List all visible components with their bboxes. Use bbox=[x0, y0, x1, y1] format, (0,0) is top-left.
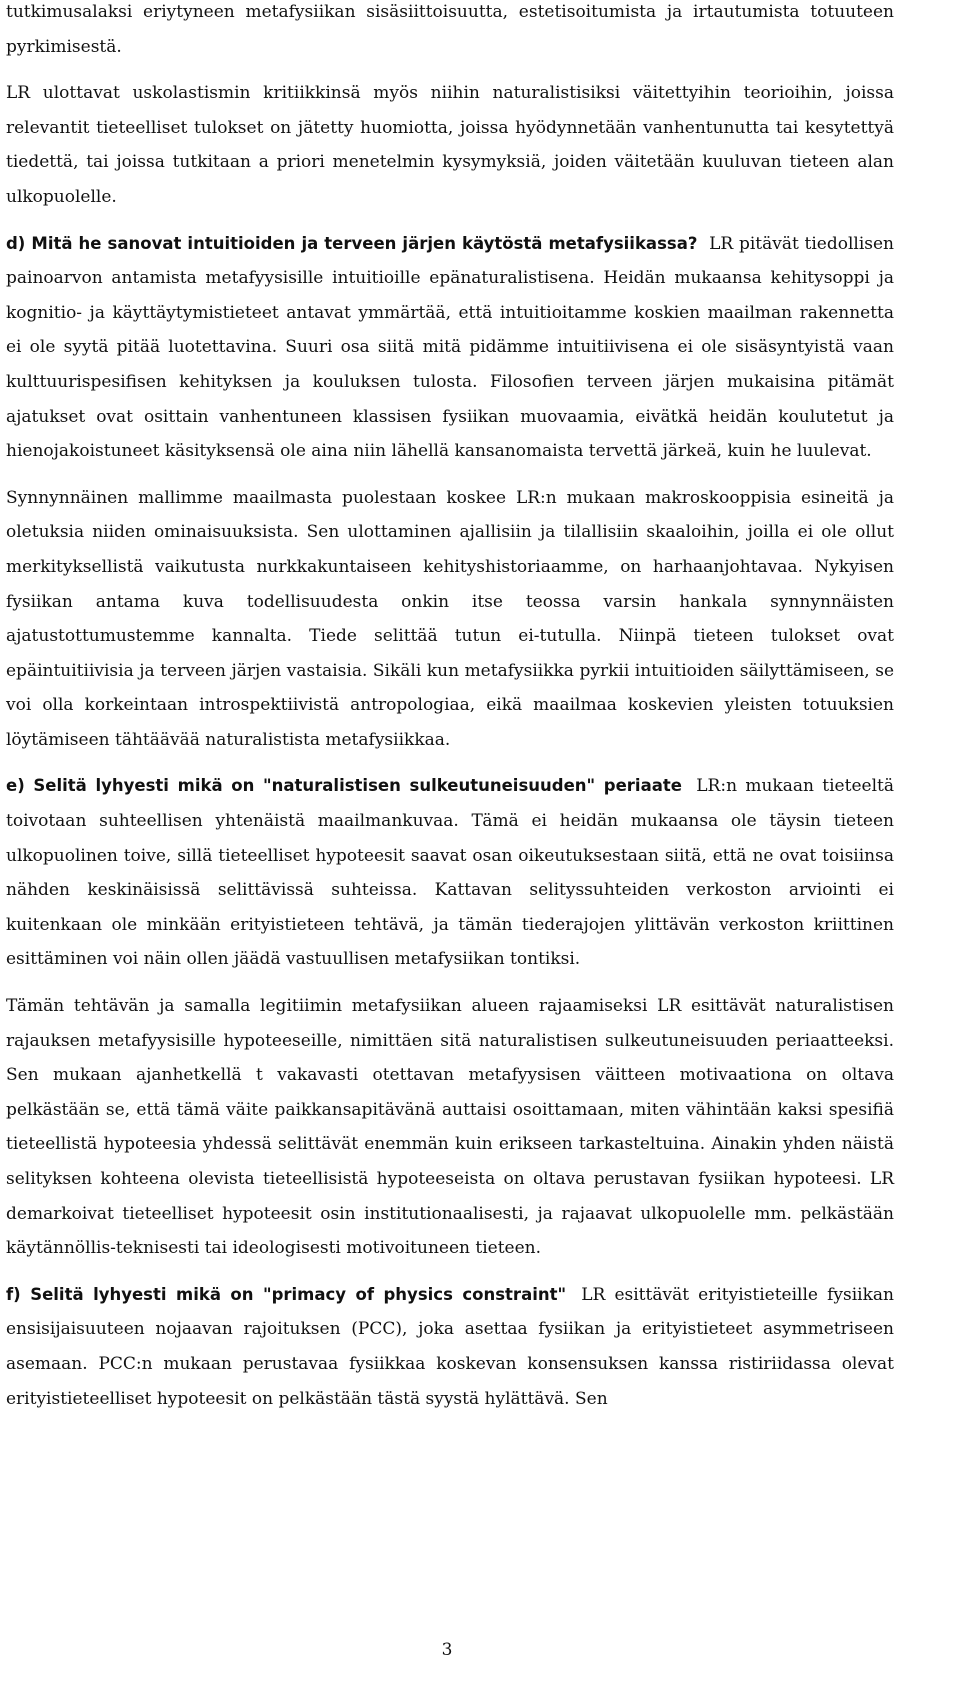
section-d-paragraph bbox=[6, 227, 894, 469]
paragraph-text: LR esittävät erityistieteille fysiikan ensisijaisuuteen nojaavan rajoituksen (PCC), joka asettaa fysiikan ja erityistieteet asymmetriseen asemaan. PCC:n mukaan perustavaa fysiikkaa koskevan konsensuksen kanssa ristiriidassa olevat erityistieteelliset hypoteesit on pelkästään tästä syystä hylättävä. Sen bbox=[6, 1284, 894, 1409]
document-page bbox=[6, 0, 894, 1416]
paragraph-text: LR:n mukaan tieteeltä toivotaan suhteellisen yhtenäistä maailmankuvaa. Tämä ei heidän mukaansa ole täysin tieteen ulkopuolinen toive, sillä tieteelliset hypoteesit saavat osan oikeutuksestaan siitä, että ne ovat toisiinsa nähden keskinäisissä selittävissä suhteissa. Kattavan selityssuhteiden verkoston arviointi ei kuitenkaan ole minkään erityistieteen tehtävä, ja tämän tiederajojen ylittävän verkoston kriittinen esittäminen voi näin ollen jäädä vastuullisen metafysiikan tontiksi. bbox=[6, 776, 894, 970]
paragraph-1 bbox=[6, 0, 894, 64]
section-heading-d: d) Mitä he sanovat intuitioiden ja terveen järjen käytöstä metafysiikassa? bbox=[6, 233, 698, 253]
page-number: 3 bbox=[441, 1640, 453, 1660]
paragraph-4 bbox=[6, 481, 894, 758]
paragraph-text: LR pitävät tiedollisen painoarvon antamista metafyysisille intuitioille epänaturalistisena. Heidän mukaansa kehitysoppi ja kognitio- ja käyttäytymistieteet antavat ymmärtää, että intuitioitamme koskien maailman rakennetta ei ole syytä pitää luotettavina. Suuri osa siitä mitä pidämme intuitiivisena ei ole sisäsyntyistä vaan kulttuurispesifisen kehityksen ja kouluksen tulosta. Filosofien terveen järjen mukaisina pitämät ajatukset ovat osittain vanhentuneen klassisen fysiikan muovaamia, eivätkä heidän koulutetut ja hienojakoistuneet käsityksensä ole aina niin lähellä kansanomaista tervettä järkeä, kuin he luulevat. bbox=[6, 233, 895, 462]
paragraph-text: tutkimusalaksi eriytyneen metafysiikan sisäsiittoisuutta, estetisoitumista ja irtautumista totuuteen pyrkimisestä. bbox=[6, 2, 894, 57]
paragraph-6 bbox=[6, 989, 894, 1266]
section-heading-e: e) Selitä lyhyesti mikä on "naturalistisen sulkeutuneisuuden" periaate bbox=[6, 776, 682, 796]
paragraph-2 bbox=[6, 76, 894, 214]
section-e-paragraph bbox=[6, 769, 894, 977]
paragraph-text: Synnynnäinen mallimme maailmasta puolestaan koskee LR:n mukaan makroskooppisia esineitä ja oletuksia niiden ominaisuuksista. Sen ulottaminen ajallisiin ja tilallisiin skaaloihin, joilla ei ole ollut merkityksellistä vaikutusta nurkkakuntaiseen kehityshistoriaamme, on harhaanjohtavaa. Nykyisen fysiikan antama kuva todellisuudesta onkin itse teossa varsin hankala synnynnäisten ajatustottumustemme kannalta. Tiede selittää tutun ei-tutulla. Niinpä tieteen tulokset ovat epäintuitiivisia ja terveen järjen vastaisia. Sikäli kun metafysiikka pyrkii intuitioiden säilyttämiseen, se voi olla korkeintaan introspektiivistä antropologiaa, eikä maailmaa koskevien yleisten totuuksien löytämiseen tähtäävää naturalistista metafysiikkaa. bbox=[6, 487, 894, 750]
section-f-paragraph bbox=[6, 1278, 894, 1416]
section-heading-f: f) Selitä lyhyesti mikä on "primacy of physics constraint" bbox=[6, 1284, 567, 1304]
paragraph-text: Tämän tehtävän ja samalla legitiimin metafysiikan alueen rajaamiseksi LR esittävät naturalistisen rajauksen metafyysisille hypoteeseille, nimittäen sitä naturalistisen sulkeutuneisuuden periaatteeksi. Sen mukaan ajanhetkellä t vakavasti otettavan metafyysisen väitteen motivaationa on oltava pelkästään se, että tämä väite paikkansapitävänä auttaisi osoittamaan, miten vähintään kaksi spesifiä tieteellistä hypoteesia yhdessä selittävät enemmän kuin erikseen tarkasteltuina. Ainakin yhden näistä selityksen kohteena olevista tieteellisistä hypoteeseista on oltava perustavan fysiikan hypoteesi. LR demarkoivat tieteelliset hypoteesit osin institutionaalisesti, ja rajaavat ulkopuolelle mm. pelkästään käytännöllis-teknisesti tai ideologisesti motivoituneen tieteen. bbox=[6, 996, 894, 1259]
paragraph-text: LR ulottavat uskolastismin kritiikkinsä myös niihin naturalistisiksi väitettyihin teorioihin, joissa relevantit tieteelliset tulokset on jätetty huomiotta, joissa hyödynnetään vanhentunutta tai kesytettyä tiedettä, tai joissa tutkitaan a priori menetelmin kysymyksiä, joiden väitetään kuuluvan tieteen alan ulkopuolelle. bbox=[6, 83, 894, 207]
